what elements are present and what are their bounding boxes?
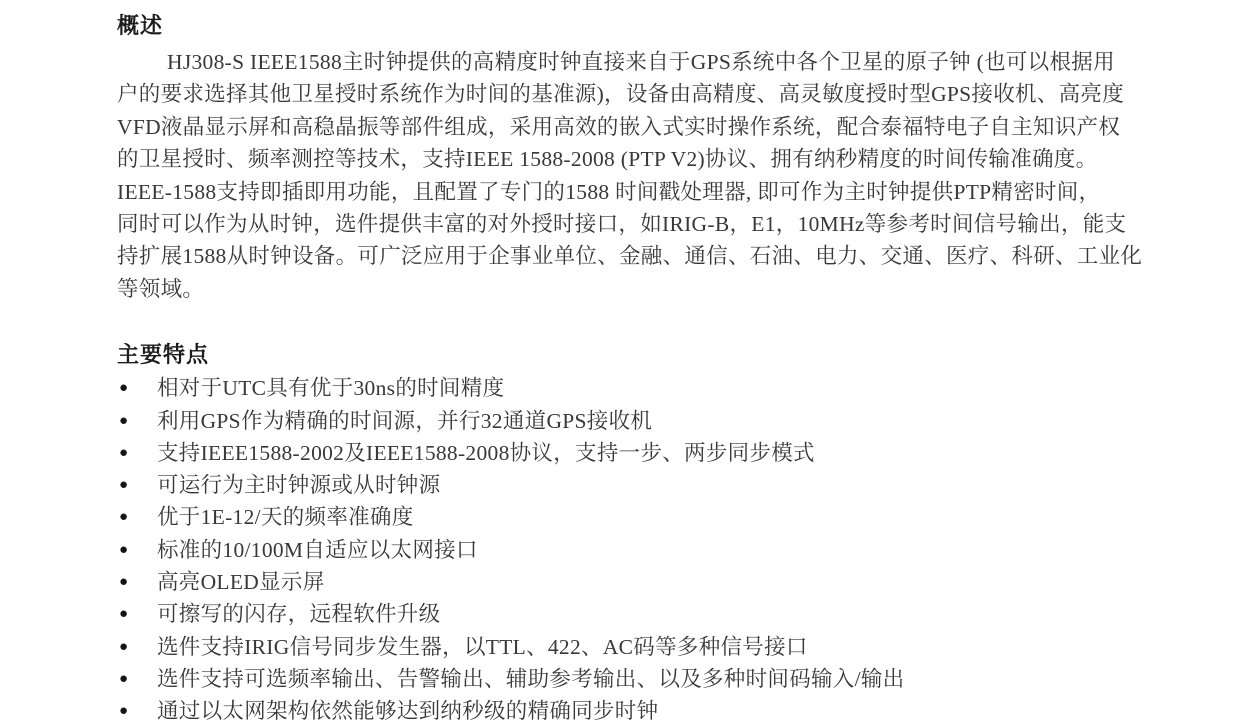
paragraph-line: VFD液晶显示屏和高稳晶振等部件组成，采用高效的嵌入式实时操作系统，配合泰福特电子自主知识产权 <box>117 114 1121 139</box>
feature-item <box>117 372 1140 404</box>
feature-item <box>117 631 1140 663</box>
paragraph-line: 持扩展1588从时钟设备。可广泛应用于企事业单位、金融、通信、石油、电力、交通、医疗、科研、工业化 <box>117 244 1143 269</box>
bullet-icon: ● <box>119 541 129 558</box>
feature-item <box>117 598 1140 630</box>
feature-text: 高亮OLED显示屏 <box>157 570 325 595</box>
bullet-icon: ● <box>119 477 129 494</box>
feature-text: 利用GPS作为精确的时间源，并行32通道GPS接收机 <box>157 408 653 433</box>
bullet-icon: ● <box>119 638 129 655</box>
feature-item <box>117 469 1140 501</box>
bullet-icon: ● <box>119 509 129 526</box>
paragraph-line: HJ308-S IEEE1588主时钟提供的高精度时钟直接来自于GPS系统中各个卫星的原子钟 (也可以根据用 <box>167 50 1115 74</box>
feature-item <box>117 663 1140 695</box>
overview-paragraph <box>117 46 1143 305</box>
paragraph-line: IEEE-1588支持即插即用功能，且配置了专门的1588 时间戳处理器, 即可作为主时钟提供PTP精密时间， <box>117 179 1101 204</box>
feature-text: 标准的10/100M自适应以太网接口 <box>157 537 478 562</box>
feature-item <box>117 566 1140 598</box>
bullet-icon: ● <box>119 380 129 397</box>
bullet-icon: ● <box>119 606 129 623</box>
bullet-icon: ● <box>119 574 129 591</box>
feature-item <box>117 501 1140 533</box>
feature-text: 可擦写的闪存，远程软件升级 <box>157 602 441 627</box>
feature-item <box>117 695 1140 727</box>
feature-text: 相对于UTC具有优于30ns的时间精度 <box>157 376 505 401</box>
feature-item <box>117 534 1140 566</box>
bullet-icon: ● <box>119 703 129 720</box>
feature-list <box>117 372 1140 727</box>
feature-text: 通过以太网架构依然能够达到纳秒级的精确同步时钟 <box>157 699 659 724</box>
bullet-icon: ● <box>119 444 129 461</box>
feature-text: 支持IEEE1588-2002及IEEE1588-2008协议，支持一步、两步同步模式 <box>157 440 815 465</box>
feature-text: 选件支持IRIG信号同步发生器，以TTL、422、AC码等多种信号接口 <box>157 634 808 659</box>
paragraph-line: 户的要求选择其他卫星授时系统作为时间的基准源)，设备由高精度、高灵敏度授时型GPS接收机、高亮度 <box>117 82 1125 107</box>
bullet-icon: ● <box>119 670 129 687</box>
paragraph-line: 的卫星授时、频率测控等技术，支持IEEE 1588-2008 (PTP V2)协议、拥有纳秒精度的时间传输准确度。 <box>117 147 1098 172</box>
feature-text: 可运行为主时钟源或从时钟源 <box>157 473 441 498</box>
feature-text: 优于1E-12/天的频率准确度 <box>157 505 414 530</box>
overview-heading: 概述 <box>117 13 164 38</box>
feature-text: 选件支持可选频率输出、告警输出、辅助参考输出、以及多种时间码输入/输出 <box>157 666 905 691</box>
paragraph-line: 等领域。 <box>117 276 205 301</box>
bullet-icon: ● <box>119 412 129 429</box>
feature-item <box>117 405 1140 437</box>
feature-item <box>117 437 1140 469</box>
features-heading: 主要特点 <box>117 342 210 368</box>
paragraph-line: 同时可以作为从时钟，选件提供丰富的对外授时接口，如IRIG-B，E1，10MHz等参考时间信号输出，能支 <box>117 212 1127 237</box>
